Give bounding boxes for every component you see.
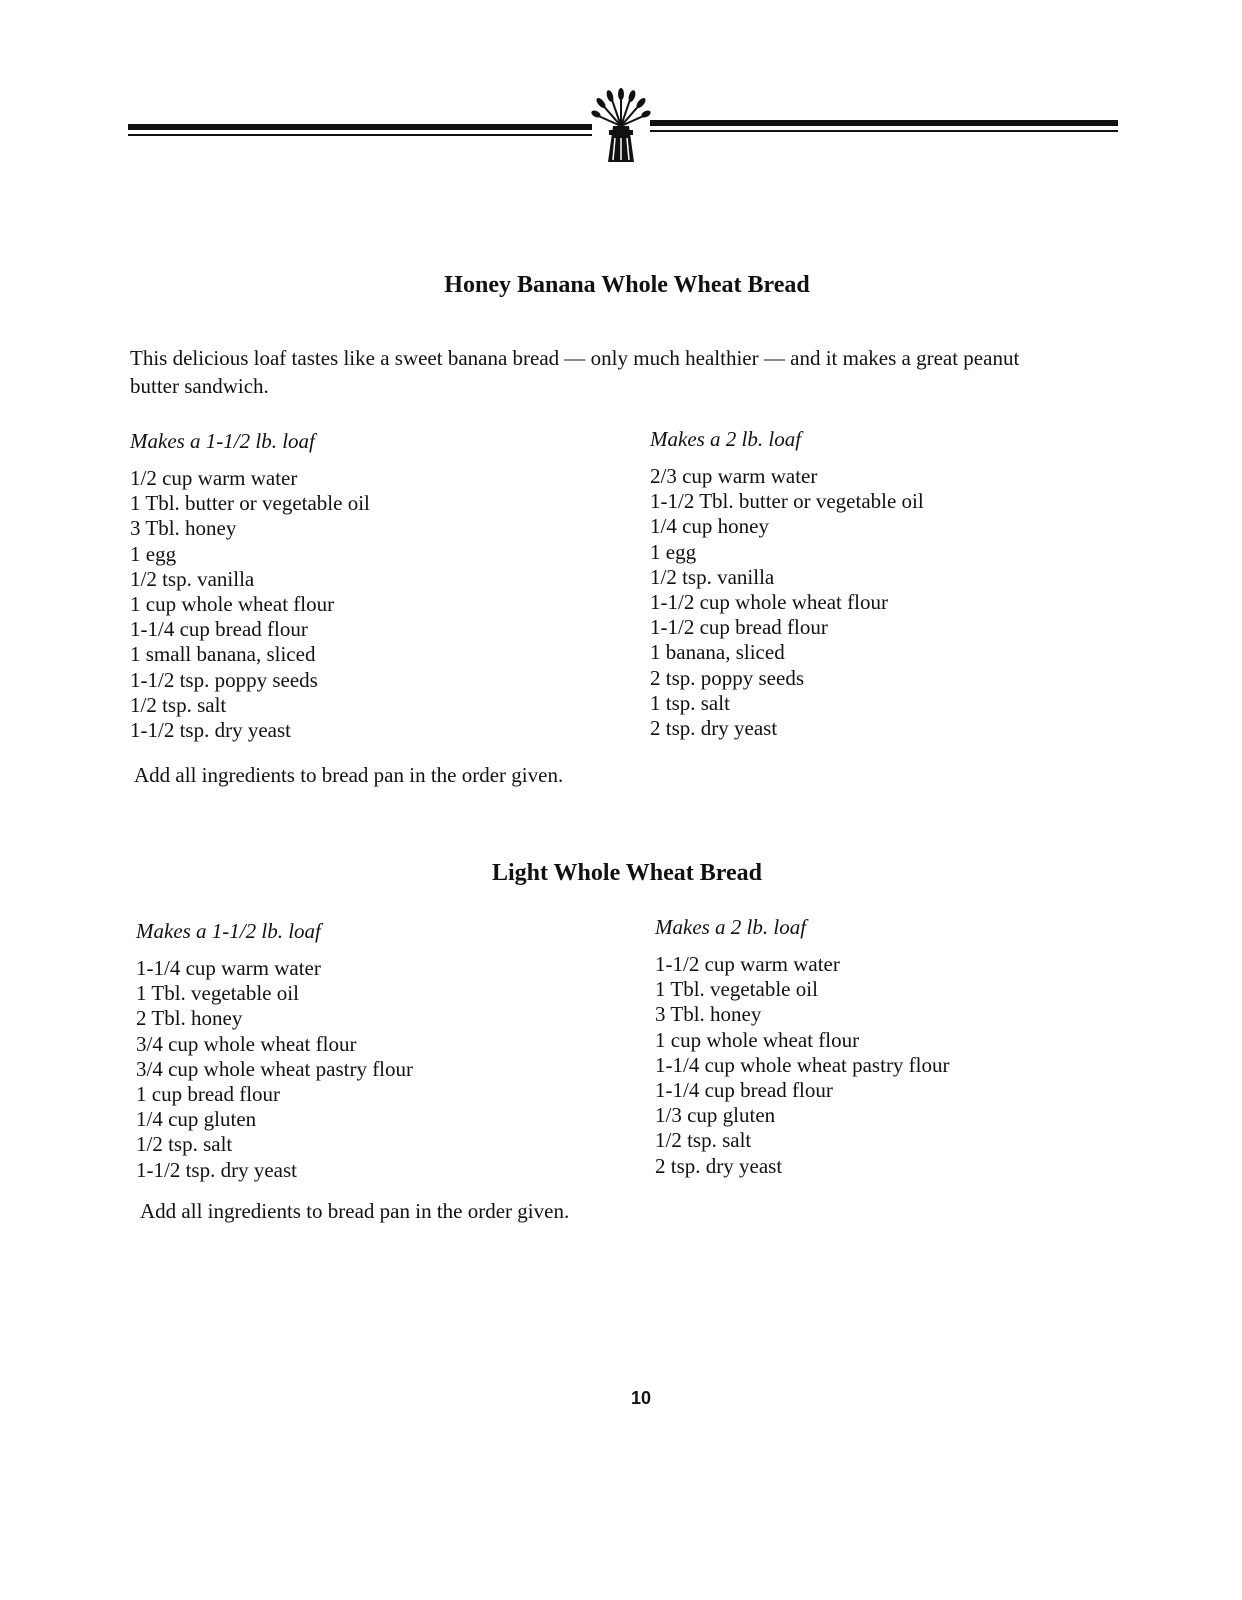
ingredient-item: 1-1/2 tsp. dry yeast (130, 718, 291, 743)
recipe-1-small-loaf-column (130, 428, 370, 743)
ingredient-item: 2 tsp. poppy seeds (650, 665, 804, 690)
ingredient-list (650, 464, 924, 741)
ingredient-item: 1 tsp. salt (650, 690, 730, 715)
loaf-size-heading: Makes a 1-1/2 lb. loaf (136, 919, 321, 943)
ingredient-item: 1 cup bread flour (136, 1082, 281, 1107)
ingredient-item: 1/2 tsp. vanilla (130, 566, 255, 591)
ingredient-item: 1-1/2 cup warm water (655, 952, 840, 976)
ingredient-item: 1-1/2 cup bread flour (650, 615, 828, 640)
ingredient-item: 3 Tbl. honey (130, 516, 237, 541)
wheat-sheaf-icon (588, 86, 654, 166)
ingredient-item: 1-1/4 cup warm water (136, 956, 321, 980)
ingredient-item: 1 banana, sliced (650, 640, 785, 665)
header-rule-left (128, 124, 592, 130)
loaf-size-heading: Makes a 2 lb. loaf (650, 427, 802, 451)
recipe-title: Honey Banana Whole Wheat Bread (444, 272, 810, 298)
ingredient-item: 1/2 tsp. vanilla (650, 564, 775, 589)
ingredient-item: 1-1/4 cup whole wheat pastry flour (655, 1052, 950, 1077)
ingredient-item: 1 cup whole wheat flour (130, 592, 335, 617)
ingredient-item: 2 tsp. dry yeast (655, 1153, 783, 1178)
ingredient-item: 1-1/2 cup whole wheat flour (650, 590, 888, 615)
ingredient-item: 1 Tbl. vegetable oil (136, 981, 299, 1006)
ingredient-item: 1/4 cup gluten (136, 1107, 257, 1132)
header-rule-left-thin (128, 134, 592, 136)
ingredient-item: 2 Tbl. honey (136, 1006, 243, 1031)
ingredient-item: 2 tsp. dry yeast (650, 716, 778, 741)
loaf-size-heading: Makes a 2 lb. loaf (655, 915, 807, 939)
recipe-instruction: Add all ingredients to bread pan in the order given. (134, 763, 564, 787)
ingredient-item: 1 Tbl. vegetable oil (655, 977, 818, 1002)
ingredient-item: 1-1/2 tsp. poppy seeds (130, 667, 318, 692)
recipe-1-large-loaf-column (650, 426, 924, 741)
ingredient-item: 1/3 cup gluten (655, 1103, 776, 1128)
ingredient-item: 3/4 cup whole wheat flour (136, 1031, 357, 1056)
recipe-instruction: Add all ingredients to bread pan in the order given. (140, 1199, 570, 1223)
ingredient-item: 1 cup whole wheat flour (655, 1027, 860, 1052)
recipe-2-small-loaf-column (136, 918, 413, 1183)
ingredient-item: 1/2 tsp. salt (130, 692, 227, 717)
ingredient-item: 1 Tbl. butter or vegetable oil (130, 491, 370, 516)
page-number: 10 (630, 1388, 652, 1408)
recipe-intro: This delicious loaf tastes like a sweet banana bread — only much healthier — and it makes a great peanut butter sandwich. (130, 346, 1020, 398)
ingredient-item: 1-1/2 tsp. dry yeast (136, 1157, 297, 1182)
loaf-size-heading: Makes a 1-1/2 lb. loaf (130, 429, 315, 453)
ingredient-item: 1/2 cup warm water (130, 466, 298, 490)
ingredient-item: 1-1/4 cup bread flour (655, 1078, 833, 1103)
ingredient-item: 1 egg (130, 541, 177, 566)
ingredient-item: 1-1/2 Tbl. butter or vegetable oil (650, 489, 924, 514)
header-rule-right-thin (650, 130, 1118, 132)
ingredient-list (655, 952, 950, 1179)
ingredient-item: 3/4 cup whole wheat pastry flour (136, 1056, 414, 1081)
ingredient-item: 3 Tbl. honey (655, 1002, 762, 1027)
ingredient-list (136, 956, 413, 1183)
ingredient-item: 1/2 tsp. salt (655, 1128, 752, 1153)
ingredient-item: 2/3 cup warm water (650, 464, 818, 488)
header-rule-right (650, 120, 1118, 126)
ingredient-list (130, 466, 370, 743)
ingredient-item: 1/2 tsp. salt (136, 1132, 233, 1157)
ingredient-item: 1 small banana, sliced (130, 642, 316, 667)
recipe-2-large-loaf-column (655, 914, 950, 1179)
ingredient-item: 1/4 cup honey (650, 514, 769, 539)
ingredient-item: 1-1/4 cup bread flour (130, 617, 308, 642)
recipe-title: Light Whole Wheat Bread (491, 860, 763, 886)
ingredient-item: 1 egg (650, 539, 697, 564)
